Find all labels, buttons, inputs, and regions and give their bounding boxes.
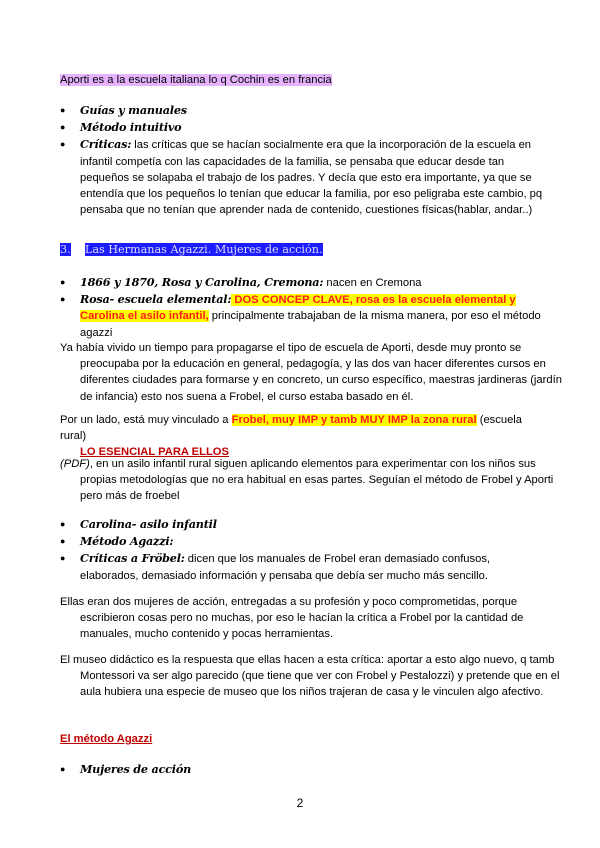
section-number: 3. bbox=[60, 243, 71, 256]
essential-note: LO ESENCIAL PARA ELLOS bbox=[80, 446, 229, 459]
list-item: ● Críticas a Fröbel: dicen que los manuales de Frobel eran demasiado confusos, elaborados, demasiado información y pensaba que debía ser mucho más sencillo. bbox=[60, 550, 550, 583]
list-item: ● Método Agazzi: bbox=[60, 533, 550, 550]
heading-metodo-agazzi: El método Agazzi bbox=[60, 733, 153, 745]
paragraph-museo-didactico: El museo didáctico es la respuesta que ellas hacen a esta crítica: aportar a esto algo nuevo, q tamb Montessori va ser algo parecido (que tiene que ver con Frobel y Pestalozzi) y pretende que en el aula hubiera una especie de museo que los niños trajeran de casa y le vinculen algo afectivo. bbox=[60, 654, 560, 699]
section-title: Las Hermanas Agazzi. Mujeres de acción. bbox=[84, 243, 323, 256]
bullet-list-aporti bbox=[60, 102, 550, 218]
paragraph-aporti-school: Ya había vivido un tiempo para propagarse el tipo de escuela de Aporti, desde muy pronto se preocupaba por la educación en general, pedagogía, y las dos van hacer diferentes cursos en diferentes ciudades para formarse y en concreto, un curso específico, maestras jardineras (jardín de infancia) esto nos suena a Frobel, el curso estaba basado en él. bbox=[60, 342, 562, 403]
list-item: ● 1866 y 1870, Rosa y Carolina, Cremona: nacen en Cremona bbox=[60, 274, 550, 291]
bullet-list-carolina bbox=[60, 516, 550, 584]
frobel-highlight: Frobel, muy IMP y tamb MUY IMP la zona rural bbox=[231, 414, 477, 426]
bullet-list-agazzi bbox=[60, 274, 550, 341]
list-item: ● Mujeres de acción bbox=[60, 761, 550, 778]
section-heading-3 bbox=[60, 242, 550, 258]
paragraph-pdf: (PDF), en un asilo infantil rural siguen aplicando elementos para experimentar con los niños sus propias metodologías que no era habitual en esas partes. Seguían el método de Frobel y Aporti pero más de froebel bbox=[60, 458, 554, 503]
list-item: ● Rosa- escuela elemental: DOS CONCEP CLAVE, rosa es la escuela elemental y Carolina el asilo infantil, principalmente trabajaban de la misma manera, por eso el método agazzi bbox=[60, 291, 550, 341]
list-item: ● Críticas: las críticas que se hacían socialmente era que la incorporación de la escuela en infantil competía con las capacidades de la familia, se pensaba que educar desde tan pequeños se solapaba el trabajo de los padres. Y decía que esto era importante, ya que se entendía que los pequeños lo tenían que educar la familia, por eso peligraba este cambio, pq pensaba que no tenían que aprender nada de contenido, cuestiones físicas(hablar, andar..) bbox=[60, 136, 550, 218]
paragraph-frobel: Por un lado, está muy vinculado a Frobel, muy IMP y tamb MUY IMP la zona rural (escuela rural) LO ESENCIAL PARA ELLOS bbox=[60, 414, 523, 459]
intro-line bbox=[60, 72, 550, 88]
list-item: ● Guías y manuales bbox=[60, 102, 550, 119]
page-number: 2 bbox=[296, 796, 304, 810]
key-concepts-highlight: DOS CONCEP CLAVE, rosa es la escuela elemental y Carolina el asilo infantil, bbox=[80, 294, 516, 323]
paragraph-mujeres-accion: Ellas eran dos mujeres de acción, entregadas a su profesión y poco comprometidas, porque escribieron cosas pero no muchas, por eso le hacían la crítica a Frobel por la cantidad de manuales, mucho contenido y pocas herramientas. bbox=[60, 596, 524, 641]
bullet-list-metodo bbox=[60, 761, 550, 778]
list-item: ● Carolina- asilo infantil bbox=[60, 516, 550, 533]
intro-highlight: Aporti es a la escuela italiana lo q Cochin es en francia bbox=[60, 74, 332, 86]
list-item: ● Método intuitivo bbox=[60, 119, 550, 136]
